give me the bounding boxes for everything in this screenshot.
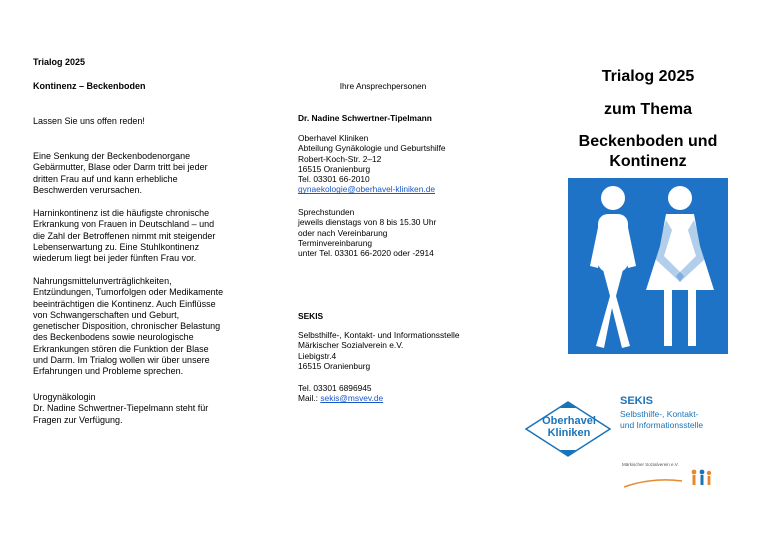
consultation-hours xyxy=(298,207,518,258)
toilet-pictogram-image xyxy=(568,178,728,354)
paragraph-causes xyxy=(33,276,258,378)
intro-text: Lassen Sie uns offen reden! xyxy=(33,116,145,126)
flyer-header: Trialog 2025 xyxy=(33,57,86,67)
text-line: Nahrungsmittelunverträglichkeiten, xyxy=(33,276,172,286)
msv-people-icon xyxy=(622,469,714,489)
woman-figure-icon xyxy=(646,186,714,346)
sekis-contact xyxy=(298,383,518,404)
clinic-email-link[interactable]: gynaekologie@oberhavel-kliniken.de xyxy=(298,184,436,195)
text-line: Urogynäkologin xyxy=(33,392,96,402)
sekis-tel: Tel. 03301 6896945 xyxy=(298,383,372,393)
oberhavel-kliniken-logo xyxy=(524,400,612,458)
sekis-logo-subtitle xyxy=(620,409,703,430)
logo-line: Kliniken xyxy=(547,427,591,439)
text-line: Beschwerden verursachen. xyxy=(33,184,143,195)
oberhavel-logo-text xyxy=(534,415,604,439)
sekis-email-link[interactable]: sekis@msvev.de xyxy=(320,393,384,404)
paragraph-incontinence xyxy=(33,208,258,264)
text-line: und Darm. Im Trialog wollen wir über unsere xyxy=(33,355,210,366)
text-line: Terminvereinbarung xyxy=(298,237,373,248)
clinic-address xyxy=(298,133,518,195)
text-line: des Beckenbodens sowie neurologische xyxy=(33,332,194,343)
paragraph-prolapse xyxy=(33,151,258,196)
text-line: Abteilung Gynäkologie und Geburtshilfe xyxy=(298,143,446,154)
logo-line: Oberhavel xyxy=(542,415,596,427)
text-line: Fragen zur Verfügung. xyxy=(33,414,123,425)
text-line: Oberhavel Kliniken xyxy=(298,133,369,143)
text-line: 16515 Oranienburg xyxy=(298,360,371,371)
text-line: Märkischer Sozialverein e.V. xyxy=(298,340,404,351)
sekis-logo xyxy=(620,395,703,430)
cover-topic xyxy=(538,132,758,172)
sekis-label: SEKIS xyxy=(298,311,324,321)
flyer-subtitle: Kontinenz – Beckenboden xyxy=(33,81,146,91)
text-line: Dr. Nadine Schwertner-Tiepelmann steht für xyxy=(33,403,209,414)
cover-title: Trialog 2025 xyxy=(601,68,695,85)
sekis-mail-line xyxy=(298,393,518,403)
cover-subtitle: zum Thema xyxy=(603,101,692,118)
logo-line: Selbsthilfe-, Kontakt- xyxy=(620,409,699,419)
toilet-people-icon xyxy=(568,178,728,354)
text-line: Harninkontinenz ist die häufigste chronische xyxy=(33,208,210,218)
topic-line: Beckenboden und xyxy=(578,133,718,150)
msv-logo-text: Märkischer Sozialverein e.V. xyxy=(622,462,679,467)
text-line: Erkrankung von Frauen in Deutschland – und xyxy=(33,219,215,230)
text-line: Erkrankungen stören die Funktion der Blase xyxy=(33,343,209,354)
topic-line: Kontinenz xyxy=(609,153,687,170)
sekis-logo-title: SEKIS xyxy=(620,395,654,407)
paragraph-contact-doctor xyxy=(33,392,258,426)
text-line: beeinträchtigen die Kontinenz. Auch Einflüsse xyxy=(33,298,216,309)
man-figure-icon xyxy=(590,186,636,348)
text-line: wiederum liegt bei jeder fünften Frau vor. xyxy=(33,253,197,264)
text-line: Eine Senkung der Beckenbodenorgane xyxy=(33,151,191,161)
text-line: Gebärmutter, Blase oder Darm tritt bei jeder xyxy=(33,162,208,173)
text-line: Sprechstunden xyxy=(298,207,355,217)
contacts-heading: Ihre Ansprechpersonen xyxy=(339,81,427,91)
text-line: die Zahl der Betroffenen nimmt mit steigender xyxy=(33,230,216,241)
text-line: Liebigstr.4 xyxy=(298,350,337,361)
text-line: Selbsthilfe-, Kontakt- und Informationsstelle xyxy=(298,330,460,340)
sekis-address xyxy=(298,330,518,371)
text-line: jeweils dienstags von 8 bis 15.30 Uhr xyxy=(298,217,437,228)
text-line: Robert-Koch-Str. 2–12 xyxy=(298,153,382,164)
doctor-name: Dr. Nadine Schwertner-Tipelmann xyxy=(298,113,432,123)
text-line: Tel. 03301 66-2010 xyxy=(298,174,370,185)
text-line: genetischer Disposition, chronischer Belastung xyxy=(33,321,221,332)
text-line: Erfahrungen und Probleme sprechen. xyxy=(33,366,184,377)
text-line: oder nach Vereinbarung xyxy=(298,227,388,238)
text-line: von Schwangerschaften und Geburt, xyxy=(33,309,180,320)
text-line: Lebenserwartung zu. Eine Stuhlkontinenz xyxy=(33,241,200,252)
text-line: Entzündungen, Tumorfolgen oder Medikamente xyxy=(33,287,224,298)
text-line: dritten Frau auf und kann erhebliche xyxy=(33,173,178,184)
text-line: 16515 Oranienburg xyxy=(298,163,371,174)
msv-logo xyxy=(622,462,714,490)
logo-line: und Informationsstelle xyxy=(620,419,704,430)
text-line: unter Tel. 03301 66-2020 oder -2914 xyxy=(298,248,434,259)
mail-prefix: Mail.: xyxy=(298,393,321,404)
